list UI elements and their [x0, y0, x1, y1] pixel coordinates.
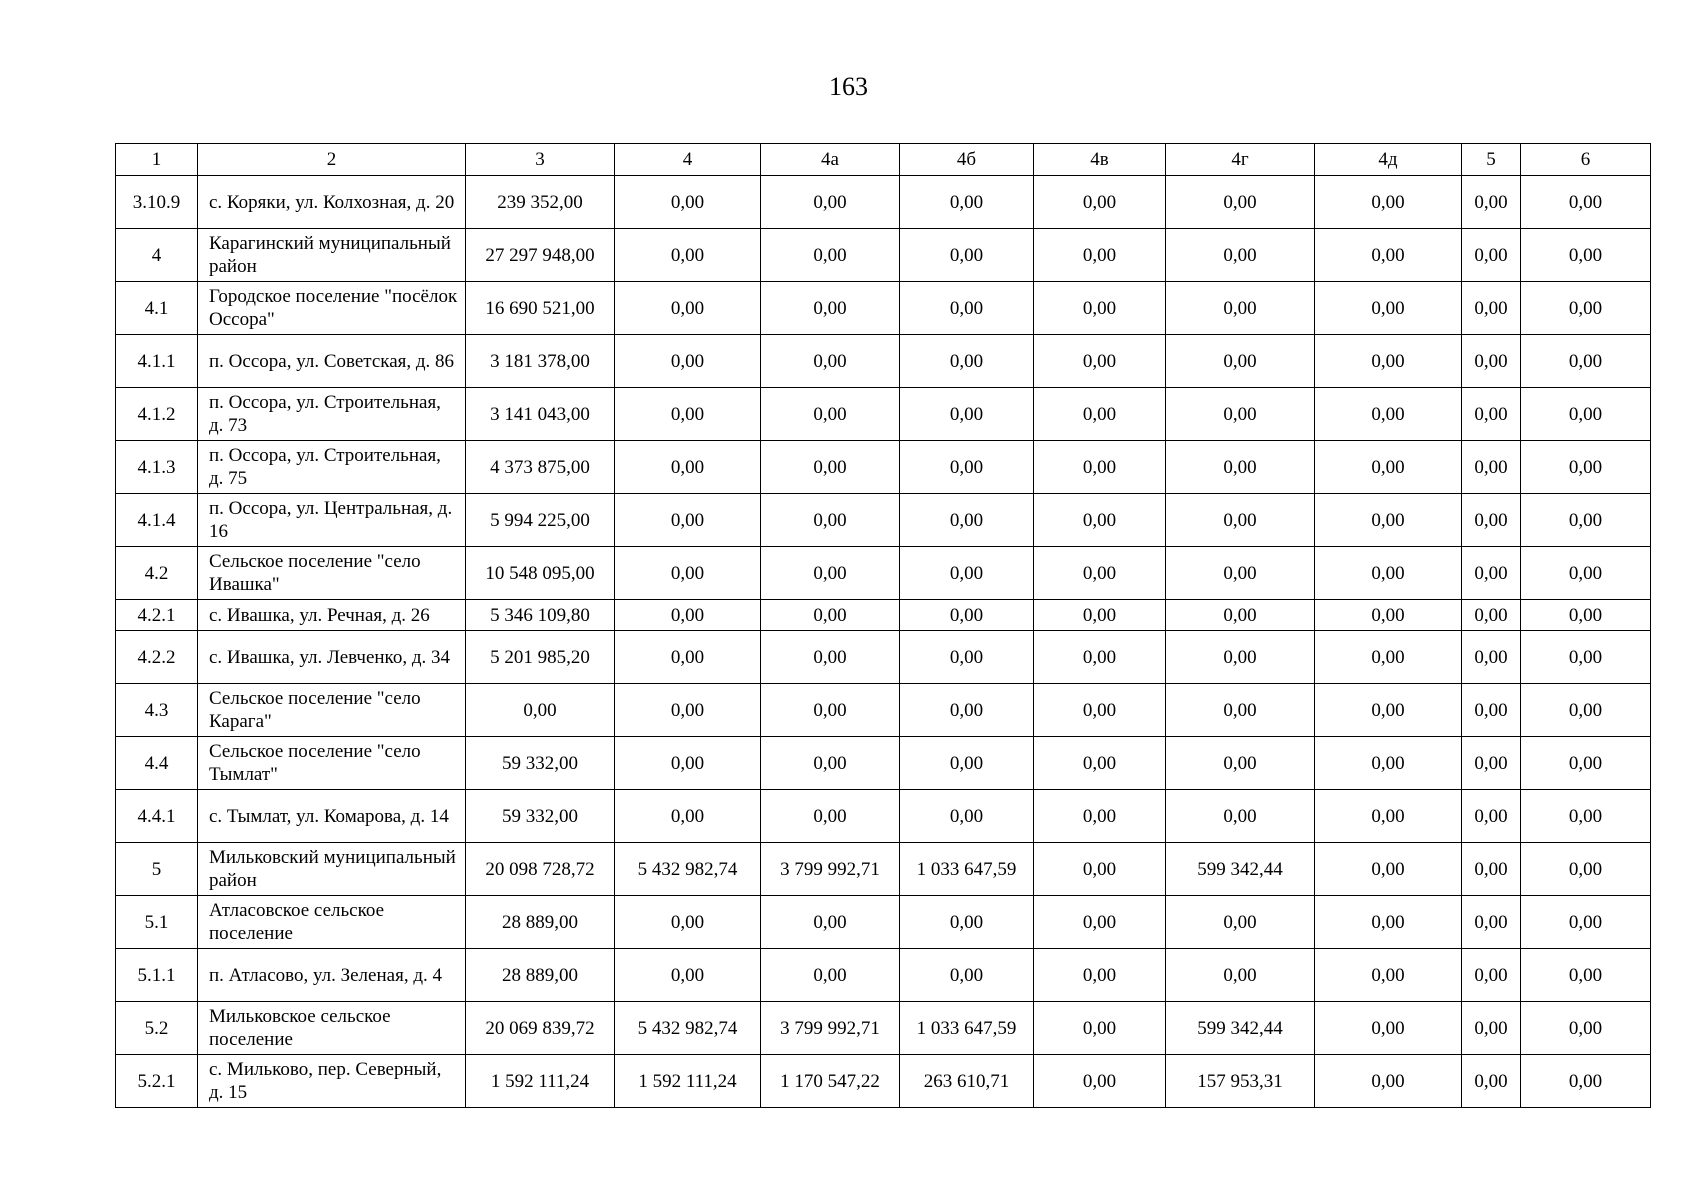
row-number-cell: 4.2.1: [116, 600, 198, 631]
column-header: 4г: [1166, 144, 1315, 176]
row-number-cell: 4.4.1: [116, 790, 198, 843]
row-name-cell: с. Ивашка, ул. Речная, д. 26: [198, 600, 466, 631]
value-cell: 0,00: [761, 600, 900, 631]
value-cell: 0,00: [1462, 1055, 1521, 1108]
value-cell: 0,00: [1034, 1055, 1166, 1108]
value-cell: 0,00: [900, 229, 1034, 282]
value-cell: 0,00: [1521, 684, 1651, 737]
row-number-cell: 5: [116, 843, 198, 896]
value-cell: 3 141 043,00: [466, 388, 615, 441]
value-cell: 1 033 647,59: [900, 1002, 1034, 1055]
value-cell: 0,00: [615, 949, 761, 1002]
row-number-cell: 5.2: [116, 1002, 198, 1055]
value-cell: 3 799 992,71: [761, 1002, 900, 1055]
value-cell: 4 373 875,00: [466, 441, 615, 494]
value-cell: 1 033 647,59: [900, 843, 1034, 896]
value-cell: 0,00: [1034, 229, 1166, 282]
table-row: [116, 176, 1651, 229]
value-cell: 0,00: [1315, 388, 1462, 441]
value-cell: 0,00: [900, 388, 1034, 441]
value-cell: 0,00: [1315, 229, 1462, 282]
value-cell: 0,00: [1462, 684, 1521, 737]
row-name-cell: Сельское поселение "село Карага": [198, 684, 466, 737]
value-cell: 0,00: [1462, 843, 1521, 896]
value-cell: 0,00: [1462, 631, 1521, 684]
value-cell: 0,00: [1521, 282, 1651, 335]
table-row: [116, 949, 1651, 1002]
value-cell: 0,00: [1521, 949, 1651, 1002]
value-cell: 0,00: [1462, 335, 1521, 388]
row-number-cell: 5.1.1: [116, 949, 198, 1002]
value-cell: 0,00: [615, 388, 761, 441]
value-cell: 0,00: [1166, 388, 1315, 441]
value-cell: 5 432 982,74: [615, 843, 761, 896]
value-cell: 0,00: [761, 229, 900, 282]
value-cell: 599 342,44: [1166, 1002, 1315, 1055]
value-cell: 0,00: [761, 441, 900, 494]
value-cell: 0,00: [1462, 388, 1521, 441]
value-cell: 0,00: [1521, 631, 1651, 684]
value-cell: 0,00: [1315, 494, 1462, 547]
column-header: 4: [615, 144, 761, 176]
value-cell: 0,00: [1034, 1002, 1166, 1055]
value-cell: 5 346 109,80: [466, 600, 615, 631]
column-header: 1: [116, 144, 198, 176]
row-name-cell: с. Коряки, ул. Колхозная, д. 20: [198, 176, 466, 229]
value-cell: 0,00: [1521, 494, 1651, 547]
value-cell: 0,00: [1462, 600, 1521, 631]
value-cell: 0,00: [761, 494, 900, 547]
value-cell: 0,00: [1034, 949, 1166, 1002]
value-cell: 0,00: [1166, 896, 1315, 949]
table-row: [116, 494, 1651, 547]
value-cell: 0,00: [761, 737, 900, 790]
value-cell: 0,00: [761, 949, 900, 1002]
table-row: [116, 1055, 1651, 1108]
value-cell: 0,00: [1521, 600, 1651, 631]
value-cell: 0,00: [1315, 547, 1462, 600]
value-cell: 0,00: [1034, 896, 1166, 949]
column-header: 3: [466, 144, 615, 176]
value-cell: 0,00: [1166, 229, 1315, 282]
value-cell: 0,00: [1462, 229, 1521, 282]
value-cell: 0,00: [615, 282, 761, 335]
value-cell: 0,00: [900, 790, 1034, 843]
value-cell: 0,00: [900, 737, 1034, 790]
row-number-cell: 4: [116, 229, 198, 282]
value-cell: 0,00: [761, 547, 900, 600]
value-cell: 0,00: [1034, 547, 1166, 600]
value-cell: 0,00: [1315, 684, 1462, 737]
value-cell: 0,00: [1315, 843, 1462, 896]
row-name-cell: с. Тымлат, ул. Комарова, д. 14: [198, 790, 466, 843]
value-cell: 0,00: [1462, 896, 1521, 949]
value-cell: 0,00: [615, 229, 761, 282]
row-number-cell: 4.2.2: [116, 631, 198, 684]
value-cell: 0,00: [615, 600, 761, 631]
value-cell: 5 994 225,00: [466, 494, 615, 547]
value-cell: 0,00: [1521, 896, 1651, 949]
value-cell: 1 592 111,24: [466, 1055, 615, 1108]
row-number-cell: 5.1: [116, 896, 198, 949]
column-header: 4б: [900, 144, 1034, 176]
value-cell: 0,00: [1166, 949, 1315, 1002]
value-cell: 0,00: [900, 176, 1034, 229]
value-cell: 0,00: [761, 388, 900, 441]
table-row: [116, 896, 1651, 949]
value-cell: 0,00: [1166, 176, 1315, 229]
value-cell: 0,00: [1521, 547, 1651, 600]
value-cell: 0,00: [1315, 737, 1462, 790]
row-name-cell: п. Атласово, ул. Зеленая, д. 4: [198, 949, 466, 1002]
table-row: [116, 335, 1651, 388]
value-cell: 0,00: [761, 684, 900, 737]
row-number-cell: 4.1.1: [116, 335, 198, 388]
row-number-cell: 4.1.4: [116, 494, 198, 547]
table-row: [116, 790, 1651, 843]
value-cell: 0,00: [1315, 1002, 1462, 1055]
value-cell: 0,00: [1166, 282, 1315, 335]
value-cell: 0,00: [1521, 790, 1651, 843]
value-cell: 0,00: [615, 176, 761, 229]
value-cell: 0,00: [1166, 441, 1315, 494]
value-cell: 0,00: [900, 896, 1034, 949]
value-cell: 0,00: [1166, 684, 1315, 737]
value-cell: 28 889,00: [466, 949, 615, 1002]
value-cell: 0,00: [1166, 631, 1315, 684]
row-name-cell: Атласовское сельское поселение: [198, 896, 466, 949]
row-name-cell: п. Оссора, ул. Строительная, д. 73: [198, 388, 466, 441]
value-cell: 28 889,00: [466, 896, 615, 949]
value-cell: 0,00: [900, 600, 1034, 631]
value-cell: 0,00: [1034, 843, 1166, 896]
value-cell: 5 432 982,74: [615, 1002, 761, 1055]
value-cell: 0,00: [900, 441, 1034, 494]
column-header: 4в: [1034, 144, 1166, 176]
value-cell: 0,00: [1166, 737, 1315, 790]
value-cell: 0,00: [1315, 600, 1462, 631]
value-cell: 59 332,00: [466, 790, 615, 843]
row-name-cell: Карагинский муниципальный район: [198, 229, 466, 282]
value-cell: 0,00: [1034, 176, 1166, 229]
value-cell: 0,00: [615, 790, 761, 843]
value-cell: 0,00: [1315, 949, 1462, 1002]
value-cell: 0,00: [615, 547, 761, 600]
value-cell: 0,00: [1315, 441, 1462, 494]
value-cell: 0,00: [615, 441, 761, 494]
value-cell: 0,00: [1315, 176, 1462, 229]
value-cell: 5 201 985,20: [466, 631, 615, 684]
header-row: [116, 144, 1651, 176]
row-number-cell: 3.10.9: [116, 176, 198, 229]
value-cell: 0,00: [1462, 547, 1521, 600]
value-cell: 0,00: [900, 949, 1034, 1002]
table-row: [116, 388, 1651, 441]
row-name-cell: п. Оссора, ул. Центральная, д. 16: [198, 494, 466, 547]
value-cell: 0,00: [761, 335, 900, 388]
value-cell: 0,00: [1034, 441, 1166, 494]
column-header: 4а: [761, 144, 900, 176]
value-cell: 0,00: [1462, 949, 1521, 1002]
value-cell: 0,00: [1034, 737, 1166, 790]
value-cell: 0,00: [466, 684, 615, 737]
value-cell: 0,00: [900, 494, 1034, 547]
value-cell: 0,00: [1521, 176, 1651, 229]
column-header: 4д: [1315, 144, 1462, 176]
table-row: [116, 547, 1651, 600]
value-cell: 0,00: [615, 631, 761, 684]
row-name-cell: Сельское поселение "село Тымлат": [198, 737, 466, 790]
table-row: [116, 843, 1651, 896]
value-cell: 0,00: [615, 737, 761, 790]
value-cell: 27 297 948,00: [466, 229, 615, 282]
table-row: [116, 441, 1651, 494]
table-row: [116, 737, 1651, 790]
data-table: [115, 143, 1651, 1108]
row-name-cell: п. Оссора, ул. Строительная, д. 75: [198, 441, 466, 494]
column-header: 5: [1462, 144, 1521, 176]
column-header: 2: [198, 144, 466, 176]
row-name-cell: Городское поселение "посёлок Оссора": [198, 282, 466, 335]
value-cell: 0,00: [1462, 441, 1521, 494]
value-cell: 0,00: [1034, 494, 1166, 547]
value-cell: 0,00: [615, 335, 761, 388]
value-cell: 0,00: [900, 335, 1034, 388]
value-cell: 0,00: [900, 282, 1034, 335]
value-cell: 599 342,44: [1166, 843, 1315, 896]
row-name-cell: п. Оссора, ул. Советская, д. 86: [198, 335, 466, 388]
value-cell: 0,00: [1315, 896, 1462, 949]
value-cell: 20 069 839,72: [466, 1002, 615, 1055]
value-cell: 0,00: [615, 684, 761, 737]
row-number-cell: 4.1: [116, 282, 198, 335]
value-cell: 0,00: [1521, 843, 1651, 896]
value-cell: 0,00: [1034, 684, 1166, 737]
row-number-cell: 4.1.2: [116, 388, 198, 441]
value-cell: 0,00: [1521, 1055, 1651, 1108]
value-cell: 3 181 378,00: [466, 335, 615, 388]
row-number-cell: 4.2: [116, 547, 198, 600]
value-cell: 0,00: [761, 282, 900, 335]
value-cell: 0,00: [1166, 335, 1315, 388]
value-cell: 0,00: [900, 631, 1034, 684]
table-row: [116, 684, 1651, 737]
row-name-cell: с. Ивашка, ул. Левченко, д. 34: [198, 631, 466, 684]
table-row: [116, 282, 1651, 335]
value-cell: 0,00: [1521, 737, 1651, 790]
value-cell: 263 610,71: [900, 1055, 1034, 1108]
value-cell: 0,00: [1521, 388, 1651, 441]
table-row: [116, 600, 1651, 631]
table-body: [116, 176, 1651, 1108]
value-cell: 0,00: [1034, 790, 1166, 843]
value-cell: 0,00: [1315, 282, 1462, 335]
row-name-cell: с. Мильково, пер. Северный, д. 15: [198, 1055, 466, 1108]
value-cell: 0,00: [1462, 737, 1521, 790]
value-cell: 0,00: [1315, 1055, 1462, 1108]
value-cell: 0,00: [1034, 631, 1166, 684]
value-cell: 0,00: [1315, 631, 1462, 684]
value-cell: 0,00: [900, 547, 1034, 600]
value-cell: 239 352,00: [466, 176, 615, 229]
value-cell: 1 170 547,22: [761, 1055, 900, 1108]
value-cell: 16 690 521,00: [466, 282, 615, 335]
value-cell: 3 799 992,71: [761, 843, 900, 896]
row-number-cell: 5.2.1: [116, 1055, 198, 1108]
value-cell: 1 592 111,24: [615, 1055, 761, 1108]
value-cell: 0,00: [1521, 229, 1651, 282]
value-cell: 0,00: [1034, 282, 1166, 335]
value-cell: 0,00: [1462, 282, 1521, 335]
value-cell: 0,00: [1521, 335, 1651, 388]
value-cell: 0,00: [761, 790, 900, 843]
row-number-cell: 4.1.3: [116, 441, 198, 494]
value-cell: 0,00: [761, 631, 900, 684]
value-cell: 0,00: [1034, 388, 1166, 441]
value-cell: 0,00: [1166, 790, 1315, 843]
value-cell: 0,00: [1462, 790, 1521, 843]
table-row: [116, 1002, 1651, 1055]
row-name-cell: Сельское поселение "село Ивашка": [198, 547, 466, 600]
value-cell: 0,00: [1462, 1002, 1521, 1055]
value-cell: 0,00: [1521, 441, 1651, 494]
value-cell: 0,00: [1166, 547, 1315, 600]
value-cell: 0,00: [1034, 335, 1166, 388]
value-cell: 0,00: [1315, 335, 1462, 388]
value-cell: 59 332,00: [466, 737, 615, 790]
value-cell: 0,00: [761, 176, 900, 229]
value-cell: 0,00: [615, 494, 761, 547]
row-name-cell: Мильковское сельское поселение: [198, 1002, 466, 1055]
value-cell: 0,00: [900, 684, 1034, 737]
value-cell: 0,00: [1521, 1002, 1651, 1055]
row-name-cell: Мильковский муниципальный район: [198, 843, 466, 896]
value-cell: 0,00: [1166, 600, 1315, 631]
value-cell: 10 548 095,00: [466, 547, 615, 600]
row-number-cell: 4.3: [116, 684, 198, 737]
table-row: [116, 631, 1651, 684]
value-cell: 157 953,31: [1166, 1055, 1315, 1108]
value-cell: 0,00: [1462, 176, 1521, 229]
value-cell: 20 098 728,72: [466, 843, 615, 896]
column-header: 6: [1521, 144, 1651, 176]
value-cell: 0,00: [1462, 494, 1521, 547]
page-number: 163: [829, 72, 868, 101]
value-cell: 0,00: [615, 896, 761, 949]
value-cell: 0,00: [1315, 790, 1462, 843]
value-cell: 0,00: [1034, 600, 1166, 631]
value-cell: 0,00: [1166, 494, 1315, 547]
value-cell: 0,00: [761, 896, 900, 949]
table-row: [116, 229, 1651, 282]
row-number-cell: 4.4: [116, 737, 198, 790]
